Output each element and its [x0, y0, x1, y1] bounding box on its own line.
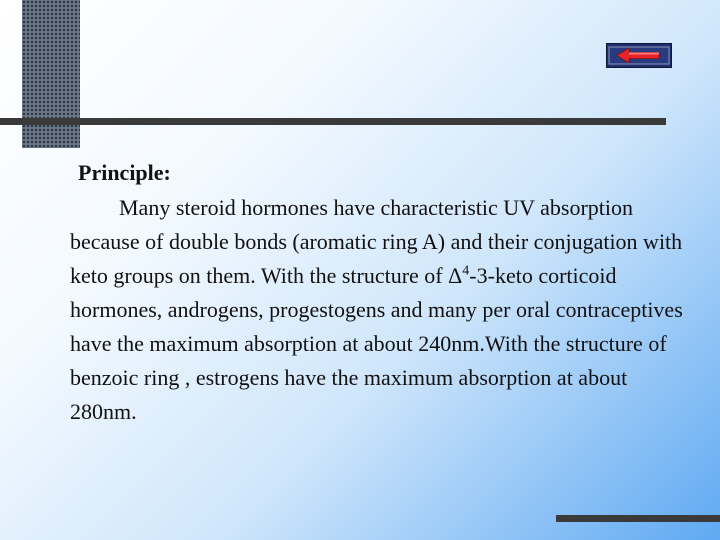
slide-content	[70, 157, 690, 429]
back-button[interactable]	[606, 43, 672, 68]
principle-paragraph	[70, 191, 690, 429]
paragraph-text-1: Many steroid hormones have characteristic UV absorption because of double bonds (aromatic ring A) and their conjugation with keto groups on them. With the structure of	[70, 195, 683, 288]
decorative-pattern-bar	[22, 0, 80, 148]
bottom-divider	[556, 515, 720, 522]
left-arrow-icon	[607, 44, 671, 67]
delta-superscript: 4	[462, 263, 470, 279]
top-divider	[0, 118, 666, 125]
delta-notation	[448, 263, 469, 288]
page-title: Principle:	[78, 160, 171, 185]
delta-symbol: Δ	[448, 263, 463, 288]
paragraph-text-2: -3-keto corticoid hormones, androgens, progestogens and many per oral contraceptives have the maximum absorption at about 240nm.With the structure of benzoic ring , estrogens have the maximum absorption at about 280nm.	[70, 263, 683, 424]
